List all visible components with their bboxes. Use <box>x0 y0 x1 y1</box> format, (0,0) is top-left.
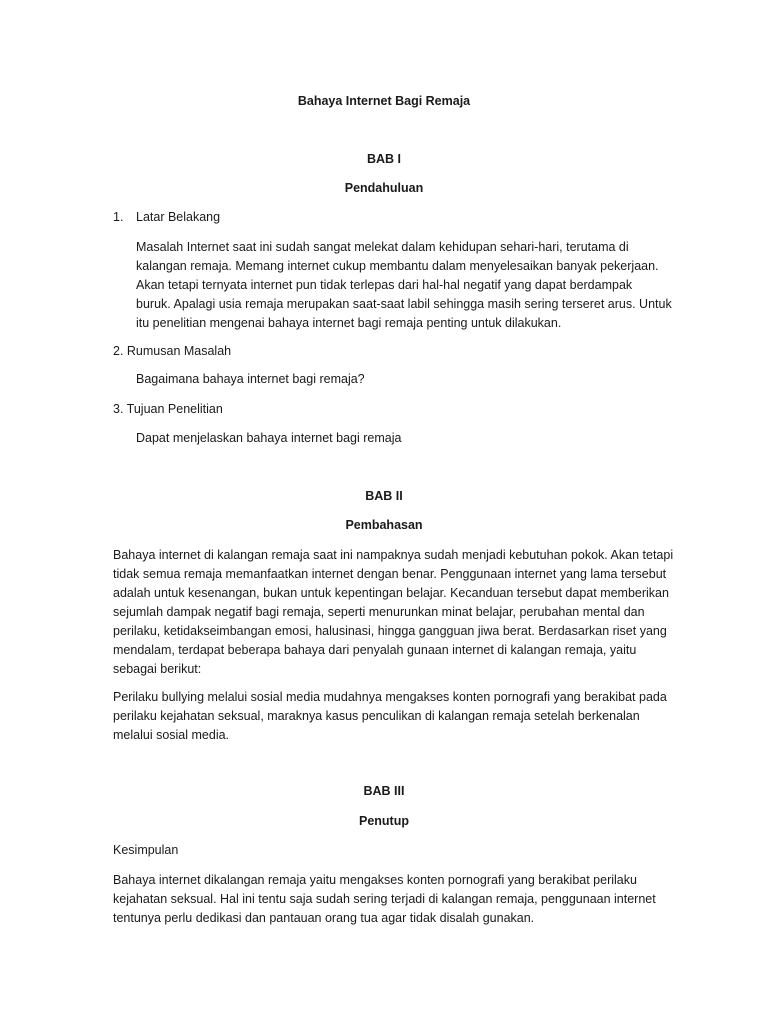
paragraph-line: itu penelitian mengenai bahaya internet bagi remaja penting untuk dilakukan. <box>136 316 562 330</box>
bab3-label: Kesimpulan <box>113 843 179 857</box>
bab1-item2-label: 2. Rumusan Masalah <box>113 344 232 358</box>
paragraph-line: mendalam, terdapat beberapa bahaya dari penyalah gunaan internet di kalangan remaja, yaitu <box>113 643 637 657</box>
paragraph-line: Perilaku bullying melalui sosial media mudahnya mengakses konten pornografi yang berakibat pada <box>113 690 667 704</box>
bab3-subheading: Penutup <box>359 814 409 828</box>
paragraph-line: Akan tetapi ternyata internet pun tidak terlepas dari hal-hal negatif yang dapat berdampak <box>136 278 633 292</box>
paragraph-line: kalangan remaja. Memang internet cukup membantu dalam menyelesaikan banyak pekerjaan. <box>136 259 659 273</box>
paragraph-line: tidak semua remaja memanfaatkan internet dengan benar. Penggunaan internet yang lama tersebut <box>113 567 667 581</box>
bab2-paragraph-2 <box>113 688 667 745</box>
document-title: Bahaya Internet Bagi Remaja <box>297 94 471 108</box>
paragraph-line: tentunya perlu dedikasi dan pantauan orang tua agar tidak disalah gunakan. <box>113 911 535 925</box>
paragraph-line: Bahaya internet di kalangan remaja saat ini nampaknya sudah menjadi kebutuhan pokok. Akan tetapi <box>113 548 674 562</box>
bab1-item1-paragraph <box>136 238 672 333</box>
bab1-item2-text: Bagaimana bahaya internet bagi remaja? <box>136 372 365 386</box>
bab1-item1-label: Latar Belakang <box>136 210 221 224</box>
bab1-item3-label: 3. Tujuan Penelitian <box>113 402 223 416</box>
bab1-heading: BAB I <box>366 152 402 166</box>
paragraph-line: Bahaya internet dikalangan remaja yaitu mengakses konten pornografi yang berakibat perilaku <box>113 873 637 887</box>
bab3-heading: BAB III <box>363 784 405 798</box>
paragraph-line: Masalah Internet saat ini sudah sangat melekat dalam kehidupan sehari-hari, terutama di <box>136 240 629 254</box>
bab1-item1-number: 1. <box>113 210 124 224</box>
paragraph-line: perilaku, ketidakseimbangan emosi, halusinasi, hingga gangguan jiwa berat. Berdasarkan riset yang <box>113 624 667 638</box>
paragraph-line: adalah untuk kesenangan, bukan untuk kepentingan belajar. Kecanduan tersebut dapat memberikan <box>113 586 669 600</box>
paragraph-line: buruk. Apalagi usia remaja merupakan saat-saat labil sehingga masih sering terseret arus. Untuk <box>136 297 672 311</box>
bab1-subheading: Pendahuluan <box>344 181 424 195</box>
paragraph-line: sebagai berikut: <box>113 662 202 676</box>
bab1-item3-text: Dapat menjelaskan bahaya internet bagi remaja <box>136 431 402 445</box>
paragraph-line: perilaku kejahatan seksual, maraknya kasus penculikan di kalangan remaja setelah berkenalan <box>113 709 640 723</box>
bab3-paragraph <box>113 871 656 928</box>
paragraph-line: sejumlah dampak negatif bagi remaja, seperti menurunkan minat belajar, perubahan mental dan <box>113 605 645 619</box>
bab2-paragraph-1 <box>113 546 673 679</box>
bab2-heading: BAB II <box>365 489 403 503</box>
bab2-subheading: Pembahasan <box>345 518 423 532</box>
paragraph-line: melalui sosial media. <box>113 728 230 742</box>
paragraph-line: kejahatan seksual. Hal ini tentu saja sudah sering terjadi di kalangan remaja, penggunaan internet <box>113 892 656 906</box>
